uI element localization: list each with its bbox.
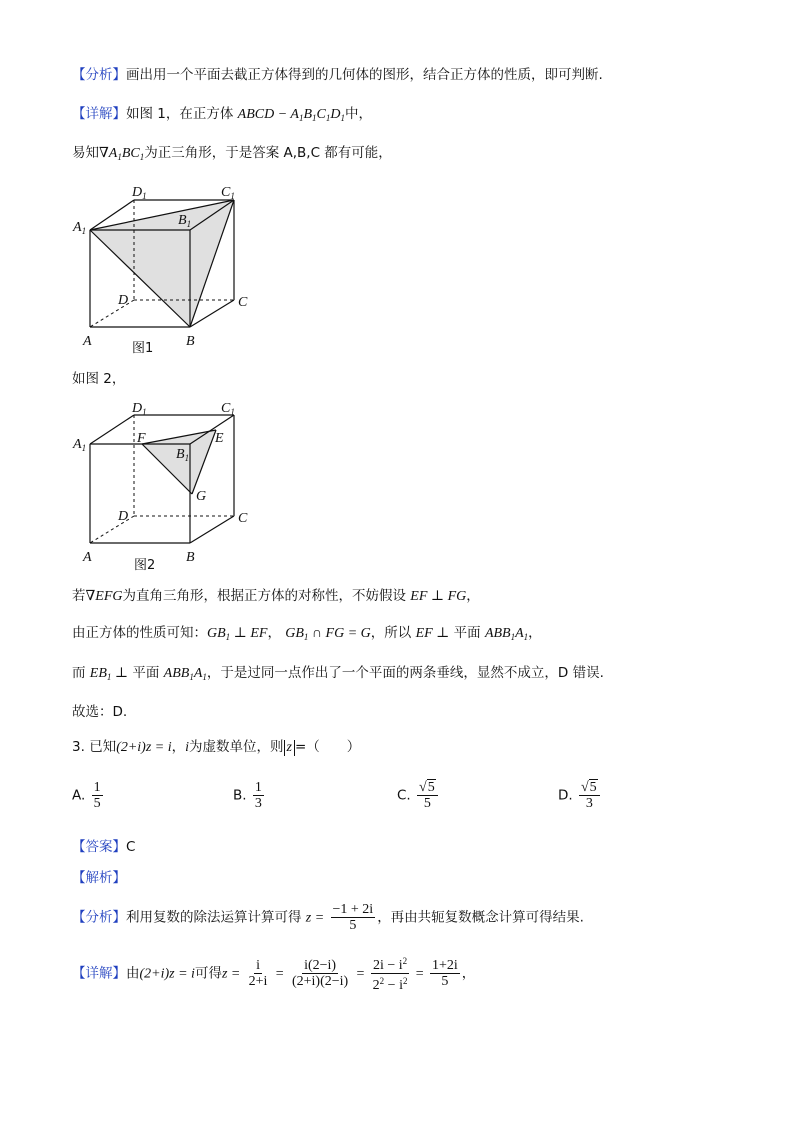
label-c1: $C_1$ (221, 401, 235, 417)
plane-abb1a1: $ABB_1A_1$ (163, 666, 207, 682)
label-a1: $A_1$ (73, 220, 87, 236)
figure-2-cube (70, 396, 260, 576)
label-a1: $A_1$ (73, 437, 87, 453)
analysis-paragraph-1 (72, 66, 603, 84)
option-c[interactable]: C. $\frac{√5}{5}$ (397, 780, 440, 811)
detail-paragraph-2: 易知$\nabla A_1BC_1$为正三角形，于是答案 A,B,C 都有可能， (72, 145, 392, 162)
label-c1: $C_1$ (221, 185, 235, 201)
label-c: C (238, 511, 248, 526)
triangle-a1bc1: $\nabla A_1BC_1$ (99, 146, 145, 162)
label-b1: $B_1$ (176, 447, 190, 463)
answer (72, 838, 135, 856)
detail-paragraph-1: 【详解】如图 1，在正方体 ABCD − $A_1B_1C_1D_1$中， (72, 106, 373, 123)
label-b: B (186, 550, 195, 565)
label-a: A (83, 550, 92, 565)
abs-z: z (284, 740, 295, 756)
label-c: C (238, 295, 248, 310)
equation: (2+i)z = i (116, 740, 172, 755)
label-a: A (83, 334, 92, 349)
triangle-efg: ∇EFG (85, 589, 123, 604)
label-d: D (118, 509, 129, 524)
analysis-paragraph-2: 【分析】利用复数的除法运算计算可得 z = $\frac{-1 + 2i}{5}$ ，再由共轭复数概念计算可得结果. (72, 902, 584, 933)
analysis-text: 画出用一个平面去截正方体得到的几何体的图形，结合正方体的性质，即可判断. (126, 67, 603, 83)
label-g: G (196, 489, 207, 504)
label-d1: $D_1$ (132, 185, 147, 201)
figure-1-cube (70, 180, 260, 360)
ef-perp-fg: EF ⊥ FG (410, 589, 467, 604)
label-b: B (186, 334, 195, 349)
answer-tag: 【答案】 (72, 839, 126, 855)
label-d: D (118, 293, 129, 308)
conclusion: 故选：D. (72, 704, 128, 720)
detail-paragraph-6: 【详解】由(2+i)z = i可得z = $\frac{i}{2+i}$ = $\frac{i(2-i)}{(2+i)(2-i)}$ = $\frac{2i - i^2}{2^2 - i^2}$ = $\frac{1+2i}{5}$ ， (72, 956, 476, 993)
plane-abb1a1: $ABB_1A_1$ (484, 626, 529, 642)
option-a[interactable]: A. $\frac{1}{5}$ (72, 780, 101, 811)
label-d1: $D_1$ (132, 401, 147, 417)
gb1-perp-ef: $GB_1$ ⊥ EF (207, 626, 268, 642)
solution-heading: 【解析】 (72, 870, 126, 886)
question-3: 3. 已知(2+i)z = i，i为虚数单位，则 z =（ ） (72, 739, 361, 755)
figure-2-caption: 图2 (134, 558, 156, 573)
detail-paragraph-4: 由正方体的性质可知：$GB_1$ ⊥ EF， $GB_1$ ∩ FG = G，所以 EF ⊥ 平面 $ABB_1A_1$， (72, 625, 542, 642)
eb1: $EB_1$ ⊥ (89, 666, 129, 682)
label-b1: $B_1$ (178, 213, 192, 229)
option-b[interactable]: B. $\frac{1}{3}$ (233, 780, 262, 811)
detail-text: 如图 1，在正方体 (126, 106, 238, 122)
detail-paragraph-5: 而 $EB_1$ ⊥ 平面 $ABB_1A_1$，于是过同一点作出了一个平面的两条垂线，显然不成立，D 错误. (72, 665, 604, 682)
analysis-tag: 【分析】 (72, 67, 126, 83)
gb1-cap-fg: $GB_1$ ∩ FG = G (285, 626, 371, 642)
figure-2-intro: 如图 2， (72, 371, 126, 387)
section-triangle-efg (142, 430, 216, 494)
cube-name: ABCD − $A_1B_1C_1D_1$ (237, 107, 346, 123)
label-f: F (137, 431, 146, 446)
detail-tag: 【详解】 (72, 106, 126, 122)
answer-value: C (126, 839, 136, 855)
question-number: 3. (72, 739, 85, 755)
detail-paragraph-3: 若∇EFG为直角三角形，根据正方体的对称性，不妨假设 EF ⊥ FG， (72, 588, 480, 604)
figure-1-caption: 图1 (132, 341, 154, 356)
label-e: E (215, 431, 224, 446)
option-d[interactable]: D. $\frac{√5}{3}$ (558, 780, 602, 811)
